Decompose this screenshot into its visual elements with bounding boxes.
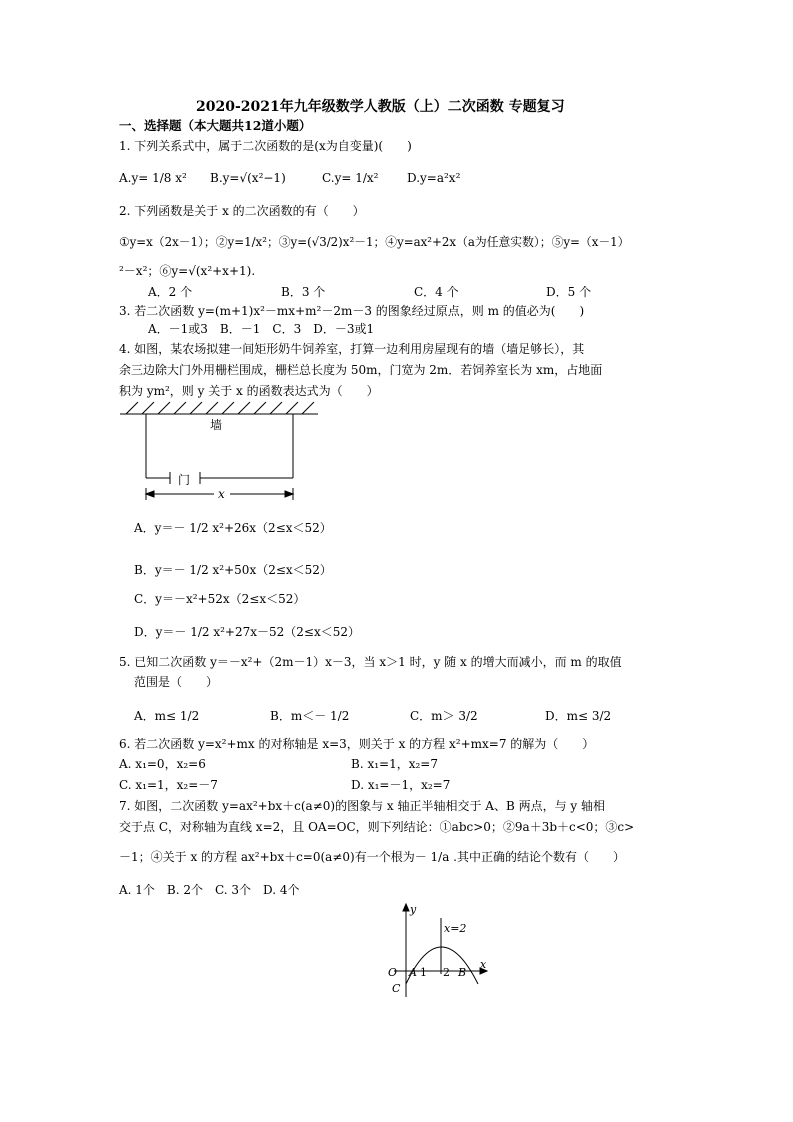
x-label: x	[480, 958, 487, 971]
q6-option-a: A. x₁=0，x₂=6	[119, 757, 206, 771]
q4-option-b: B．y＝－ 1/2 x²+50x（2≤x＜52）	[134, 563, 332, 577]
q7-line2: 交于点 C，对称轴为直线 x=2，且 OA=OC，则下列结论：①abc>0；②9a＋3b＋c<0；③c>	[119, 820, 635, 834]
q3-stem: 3. 若二次函数 y=(m+1)x²－mx+m²－2m－3 的图象经过原点，则 m 的值必为( )	[119, 304, 585, 318]
q4-option-d: D．y＝－ 1/2 x²+27x－52（2≤x＜52）	[134, 625, 361, 639]
q1-option-a: A.y= 1/8 x²	[119, 171, 187, 185]
q6-option-c: C. x₁=1，x₂=－7	[119, 778, 218, 792]
y-label: y	[410, 903, 417, 916]
q1-option-d: D.y=a²x²	[407, 171, 461, 185]
q4-option-c: C．y＝－x²+52x（2≤x＜52）	[134, 592, 306, 606]
wall-hatching	[120, 402, 318, 414]
q1-option-b: B.y=√(x²−1)	[210, 171, 286, 185]
q4-line2: 余三边除大门外用栅栏围成，栅栏总长度为 50m，门宽为 2m．若饲养室长为 xm，占地面	[119, 363, 603, 377]
q1-option-c: C.y= 1/x²	[322, 171, 379, 185]
q5-option-a: A．m≤ 1/2	[134, 709, 200, 723]
q7-line1: 7. 如图，二次函数 y=ax²+bx＋c(a≠0)的图象与 x 轴正半轴相交于 A、B 两点，与 y 轴相	[119, 799, 605, 813]
q3-options: A．－1或3 B．－1 C．3 D．－3或1	[148, 322, 375, 336]
q6-stem: 6. 若二次函数 y=x²+mx 的对称轴是 x=3，则关于 x 的方程 x²+mx=7 的解为（ ）	[119, 737, 595, 751]
origin-label: O	[388, 966, 398, 979]
q5-option-d: D．m≤ 3/2	[545, 709, 612, 723]
point-b-label: B	[458, 966, 467, 979]
q2-option-b: B．3 个	[281, 285, 326, 299]
q5-option-b: B．m＜－ 1/2	[270, 709, 350, 723]
point-a-label: A	[409, 966, 417, 979]
q5-line2: 范围是（ ）	[134, 675, 219, 689]
q4-figure	[118, 400, 328, 510]
symmetry-label: x=2	[444, 922, 467, 935]
length-label: x	[218, 487, 225, 501]
q7-figure	[384, 902, 494, 1002]
q2-option-d: D．5 个	[546, 285, 592, 299]
q4-option-a: A．y＝－ 1/2 x²+26x（2≤x＜52）	[134, 521, 332, 535]
q4-line3: 积为 ym²，则 y 关于 x 的函数表达式为（ ）	[119, 384, 379, 398]
q4-line1: 4. 如图，某农场拟建一间矩形奶牛饲养室，打算一边利用房屋现有的墙（墙足够长），其	[119, 342, 585, 356]
q1-stem: 1. 下列关系式中，属于二次函数的是(x为自变量)( )	[119, 139, 412, 153]
q6-option-b: B. x₁=1，x₂=7	[351, 757, 438, 771]
wall-label: 墙	[210, 418, 223, 432]
q5-line1: 5. 已知二次函数 y＝－x²+（2m－1）x－3，当 x＞1 时，y 随 x 的增大而减小，而 m 的取值	[119, 655, 622, 669]
q7-options: A. 1个 B. 2个 C. 3个 D. 4个	[119, 883, 300, 897]
page-title: 2020-2021年九年级数学人教版（上）二次函数 专题复习	[196, 99, 565, 115]
tick-1-label: 1	[420, 966, 427, 979]
q2-option-c: C．4 个	[414, 285, 459, 299]
q2-stem: 2. 下列函数是关于 x 的二次函数的有（ ）	[119, 204, 365, 218]
q2-option-a: A．2 个	[148, 285, 193, 299]
section-heading: 一、选择题（本大题共12道小题）	[119, 118, 312, 133]
tick-2-label: 2	[443, 966, 450, 979]
point-c-label: C	[392, 982, 401, 995]
q2-line1: ①y=x（2x－1）；②y=1/x²；③y=(√3/2)x²－1；④y=ax²+2x（a为任意实数）；⑤y=（x－1）	[119, 235, 630, 249]
q2-line2: ²－x²；⑥y=√(x²+x+1).	[119, 264, 256, 278]
y-axis-arrow	[403, 904, 409, 911]
q7-line3: －1；④关于 x 的方程 ax²+bx＋c=0(a≠0)有一个根为－ 1/a .其中正确的结论个数有（ ）	[119, 850, 625, 864]
door-label: 门	[178, 473, 191, 487]
q5-option-c: C．m＞ 3/2	[410, 709, 478, 723]
q6-option-d: D. x₁=－1，x₂=7	[351, 778, 451, 792]
